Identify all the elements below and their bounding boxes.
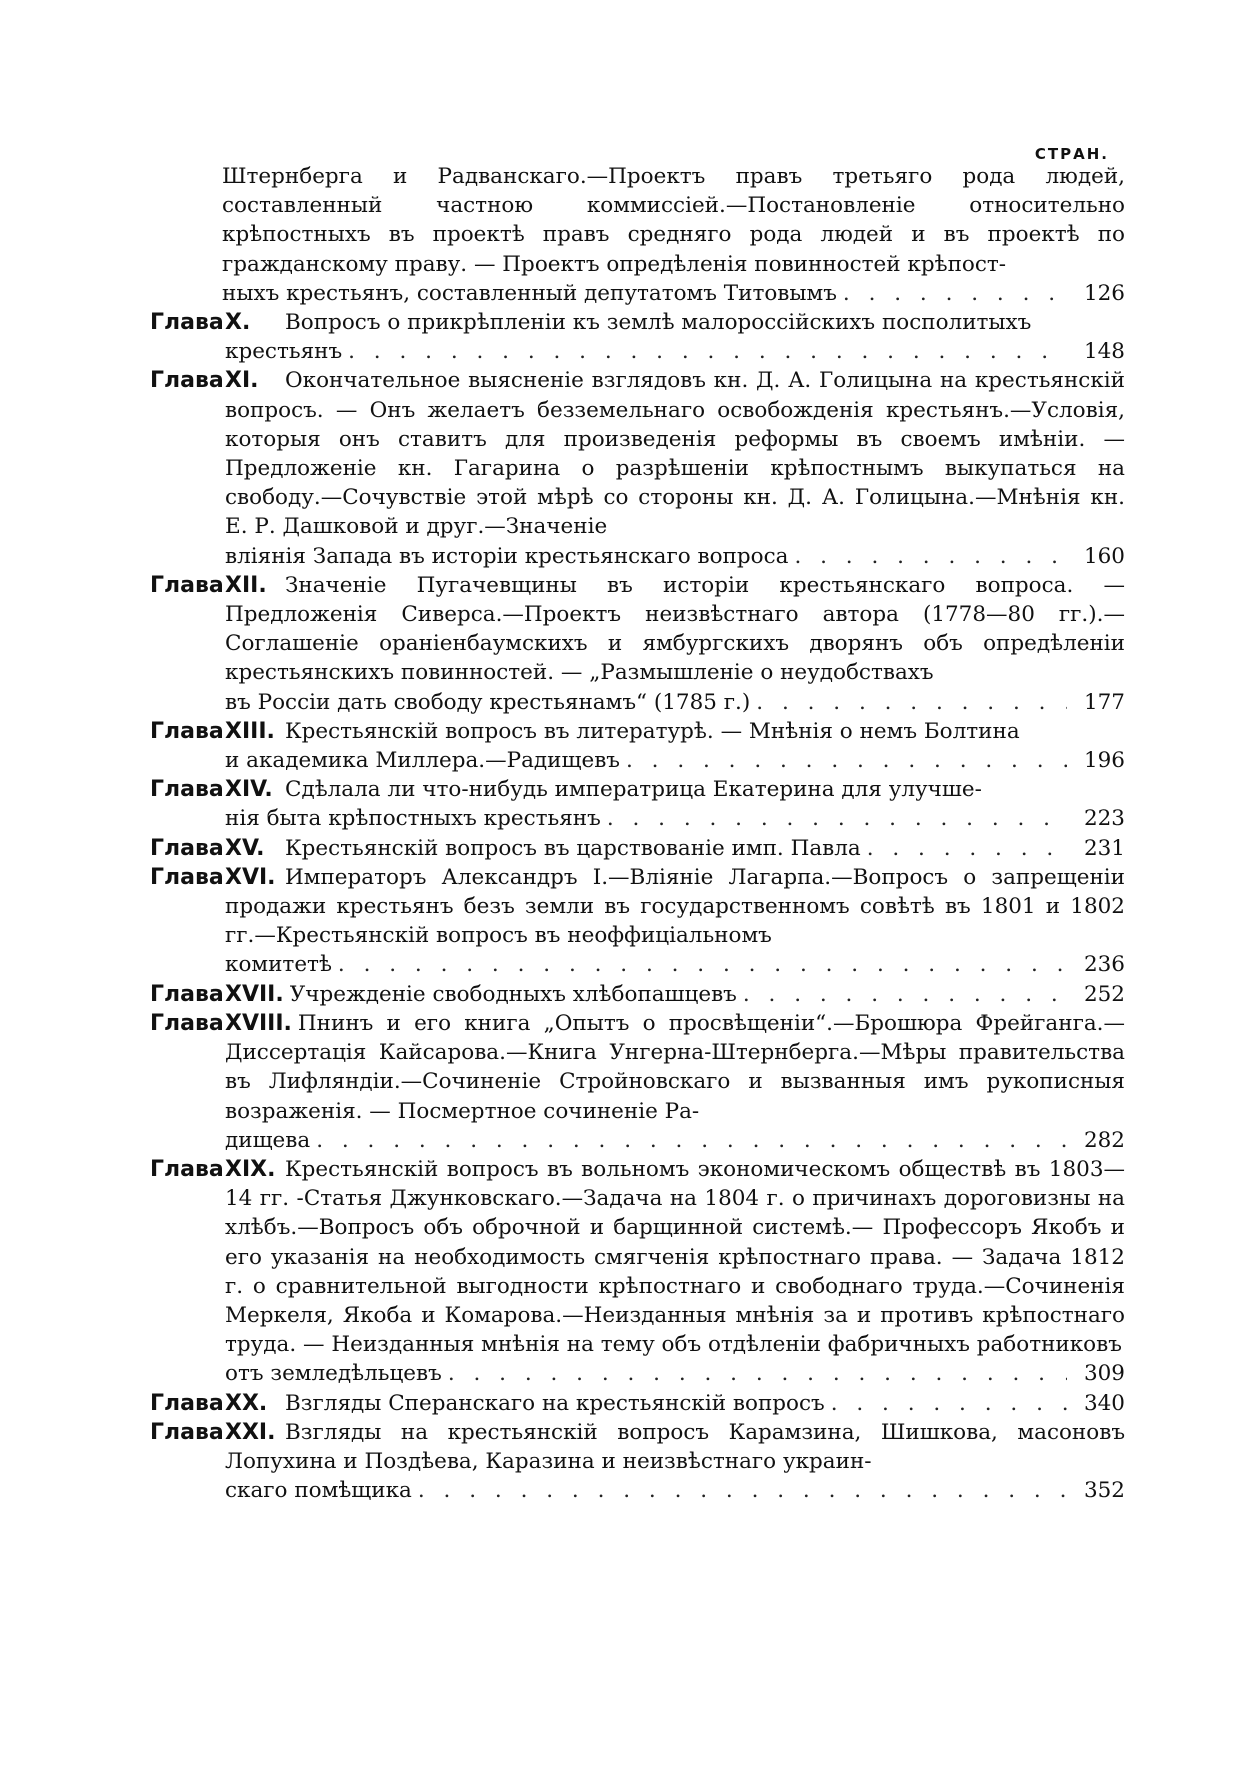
chapter-number: XII. [225, 572, 267, 598]
entry-last-line: дищева [225, 1127, 311, 1153]
toc-entry-chapter-xx [150, 1389, 1125, 1418]
toc-entry-chapter-xi [150, 366, 1125, 570]
page-number: 160 [1083, 543, 1125, 569]
dot-leader [743, 980, 1067, 1009]
entry-last-line: въ Россіи дать свободу крестьянамъ“ (1785 г.) [225, 689, 751, 715]
dot-leader [607, 804, 1067, 833]
toc-entry-chapter-xii [150, 571, 1125, 717]
chapter-number: XVIII. [225, 1010, 292, 1036]
chapter-label: Глава [150, 981, 224, 1007]
toc-entry-chapter-xviii [150, 1009, 1125, 1155]
toc-entry-chapter-x [150, 308, 1125, 366]
chapter-label: Глава [150, 368, 224, 394]
dot-leader [756, 688, 1067, 717]
chapter-label: Глава [150, 1010, 224, 1036]
dot-leader [338, 950, 1067, 979]
entry-last-line: Взгляды Сперанскаго на крестьянскій вопросъ [285, 1390, 825, 1416]
page-number: 340 [1083, 1390, 1125, 1416]
page-number: 282 [1083, 1127, 1125, 1153]
entry-text: Сдѣлала ли что-нибудь императрица Екатерина для улучше- [285, 777, 982, 803]
chapter-number: XVII. [225, 981, 284, 1007]
entry-last-line: крестьянъ [225, 339, 343, 365]
chapter-label: Глава [150, 1390, 224, 1416]
toc-entry-chapter-xiii [150, 717, 1125, 775]
dot-leader [867, 834, 1067, 863]
page-number: 148 [1083, 339, 1125, 365]
toc-entry-chapter-xv [150, 834, 1125, 863]
chapter-label: Глава [150, 718, 224, 744]
chapter-label: Глава [150, 572, 224, 598]
page-column-header: СТРАН. [1034, 145, 1109, 163]
dot-leader [626, 746, 1067, 775]
page-number: 126 [1083, 280, 1125, 306]
page-number: 196 [1083, 748, 1125, 774]
entry-text: Крестьянскій вопросъ въ вольномъ экономическомъ обществѣ въ 1803—14 гг. -Статья Джунковскаго.—Задача на 1804 г. о причинахъ дороговизны на хлѣбъ.—Вопросъ объ оброчной и барщинной системѣ.— Профессоръ Якобъ и его указанія на необходимость смягченія крѣпостнаго права. — Задача 1812 г. о сравнительной выгодности крѣпостнаго и свободнаго труда.—Сочиненія Меркеля, Якоба и Комарова.—Неизданныя мнѣнія за и противъ крѣпостнаго труда. — Неизданныя мнѣнія на тему объ отдѣленіи фабричныхъ работниковъ [225, 1156, 1125, 1358]
entry-text: Штернберга и Радванскаго.—Проектъ правъ третьяго рода людей, составленный частною коммиссіей.—Постановленіе относительно крѣпостныхъ въ проектѣ правъ средняго рода людей и въ проектѣ по гражданскому праву. — Проектъ опредѣленія повинностей крѣпост- [222, 164, 1125, 277]
chapter-number: XV. [225, 835, 265, 861]
page-number: 252 [1083, 981, 1125, 1007]
dot-leader [448, 1359, 1067, 1388]
entry-text: Императоръ Александръ I.—Вліяніе Лагарпа.—Вопросъ о запрещеніи продажи крестьянъ безъ земли въ государственномъ совѣтѣ въ 1801 и 1802 гг.—Крестьянскій вопросъ въ неоффиціальномъ [225, 864, 1125, 949]
chapter-label: Глава [150, 1419, 224, 1445]
dot-leader [831, 1389, 1067, 1418]
table-of-contents [150, 162, 1125, 1505]
entry-text: Взгляды на крестьянскій вопросъ Карамзина, Шишкова, масоновъ Лопухина и Поздѣева, Каразина и неизвѣстнаго украин- [225, 1419, 1125, 1474]
dot-leader [794, 542, 1067, 571]
toc-entry-continuation [150, 162, 1125, 308]
chapter-label: Глава [150, 310, 224, 336]
entry-last-line: Учрежденіе свободныхъ хлѣбопашцевъ [289, 981, 737, 1007]
page-number: 352 [1083, 1478, 1125, 1504]
chapter-number: X. [225, 310, 251, 336]
entry-last-line: Крестьянскій вопросъ въ царствованіе имп. Павла [285, 835, 861, 861]
chapter-label: Глава [150, 1156, 224, 1182]
chapter-number: XIII. [225, 718, 275, 744]
chapter-number: XX. [225, 1390, 268, 1416]
entry-text: Крестьянскій вопросъ въ литературѣ. — Мнѣнія о немъ Болтина [285, 718, 1020, 744]
chapter-number: XIX. [225, 1156, 276, 1182]
page-number: 236 [1083, 952, 1125, 978]
entry-last-line: скаго помѣщика [225, 1478, 412, 1504]
entry-last-line: ныхъ крестьянъ, составленный депутатомъ Титовымъ [222, 280, 837, 306]
page-number: 223 [1083, 806, 1125, 832]
toc-entry-chapter-xxi [150, 1418, 1125, 1506]
toc-entry-chapter-xiv [150, 775, 1125, 833]
entry-last-line: и академика Миллера.—Радищевъ [225, 748, 620, 774]
entry-last-line: комитетѣ [225, 952, 332, 978]
chapter-number: XVI. [225, 864, 276, 890]
entry-last-line: нія быта крѣпостныхъ крестьянъ [225, 806, 601, 832]
toc-entry-chapter-xvi [150, 863, 1125, 980]
toc-entry-chapter-xvii [150, 980, 1125, 1009]
entry-text: Вопросъ о прикрѣпленіи къ землѣ малороссійскихъ посполитыхъ [285, 310, 1032, 336]
entry-text: Окончательное выясненіе взглядовъ кн. Д. А. Голицына на крестьянскій вопросъ. — Онъ желаетъ безземельнаго освобожденія крестьянъ.—Условія, которыя онъ ставитъ для произведенія реформы въ своемъ имѣніи. — Предложеніе кн. Гагарина о разрѣшеніи крѣпостнымъ выкупаться на свободу.—Сочувствіе этой мѣрѣ со стороны кн. Д. А. Голицына.—Мнѣнія кн. Е. Р. Дашковой и друг.—Значеніе [225, 368, 1125, 540]
toc-entry-chapter-xix [150, 1155, 1125, 1389]
entry-last-line: отъ земледѣльцевъ [225, 1361, 442, 1387]
page-number: 177 [1083, 689, 1125, 715]
chapter-label: Глава [150, 864, 224, 890]
chapter-number: XXI. [225, 1419, 276, 1445]
dot-leader [316, 1126, 1067, 1155]
chapter-label: Глава [150, 835, 224, 861]
chapter-label: Глава [150, 777, 224, 803]
page-number: 231 [1083, 835, 1125, 861]
page-number: 309 [1083, 1361, 1125, 1387]
chapter-number: XIV. [225, 777, 273, 803]
dot-leader [843, 279, 1067, 308]
dot-leader [418, 1476, 1067, 1505]
chapter-number: XI. [225, 368, 259, 394]
entry-last-line: вліянія Запада въ исторіи крестьянскаго вопроса [225, 543, 789, 569]
dot-leader [348, 337, 1067, 366]
entry-text: Значеніе Пугачевщины въ исторіи крестьянскаго вопроса. — Предложенія Сиверса.—Проектъ неизвѣстнаго автора (1778—80 гг.).— Соглашеніе ораніенбаумскихъ и ямбургскихъ дворянъ объ опредѣленіи крестьянскихъ повинностей. — „Размышленіе о неудобствахъ [225, 572, 1125, 686]
entry-text: Пнинъ и его книга „Опытъ о просвѣщеніи“.—Брошюра Фрейганга.—Диссертація Кайсарова.—Книга Унгерна-Штернберга.—Мѣры правительства въ Лифляндіи.—Сочиненіе Стройновскаго и вызванныя имъ рукописныя возраженія. — Посмертное сочиненіе Ра- [225, 1010, 1125, 1124]
